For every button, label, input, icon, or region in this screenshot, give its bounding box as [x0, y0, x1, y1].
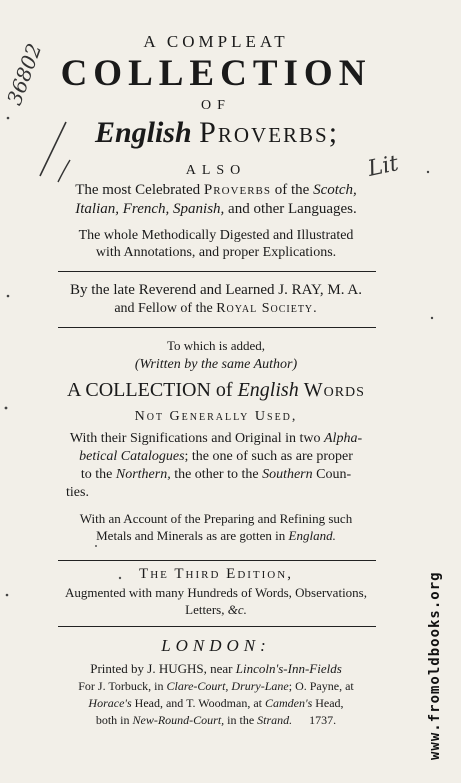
subtitle-line-2: [0, 201, 432, 218]
text-letters: Letters,: [185, 602, 225, 617]
author-line: By the late Reverend and Learned J. RAY, M. A.: [69, 282, 363, 298]
body-line-1: [0, 431, 432, 447]
text-in-the: in the: [227, 713, 255, 727]
augmented-line: Augmented with many Hundreds of Words, Observations,: [64, 585, 367, 600]
text-southern: Southern: [262, 467, 313, 482]
text-head: Head,: [315, 696, 344, 710]
text-betical-catalogues: betical Catalogues: [79, 449, 185, 464]
text-words: Words: [303, 379, 365, 401]
same-author-line: (Written by the same Author): [134, 357, 298, 372]
rule-3: [58, 560, 376, 561]
body-line-2: [0, 449, 432, 465]
body-line-3: [0, 467, 432, 483]
text-other-languages: and other Languages.: [228, 201, 357, 217]
account-line-2: [0, 528, 432, 544]
text-of-the: of the: [274, 182, 310, 198]
imprint-line-1: [0, 661, 432, 677]
collection-words-line: [0, 379, 432, 402]
rule-4: [58, 626, 376, 627]
added-line: To which is added,: [166, 338, 265, 353]
text-proverbs: Proverbs: [203, 182, 271, 198]
word-proverbs: Proverbs: [199, 116, 329, 149]
imprint-line-2: [0, 679, 432, 694]
text-to-the: to the: [80, 467, 113, 482]
title-line-also: ALSO: [185, 163, 247, 178]
text-both-in: both in: [95, 713, 130, 727]
text-most-celebrated: The most Celebrated: [75, 182, 201, 198]
title-line-collection: COLLECTION: [60, 53, 372, 94]
subtitle-line-4: with Annotations, and proper Explications.: [95, 245, 337, 260]
imprint-line-4: [0, 713, 432, 728]
text-english: English: [237, 379, 299, 401]
title-line-of: OF: [201, 98, 231, 113]
text-etc: &c.: [227, 602, 247, 617]
text-printed-by: Printed by J. HUGHS, near: [90, 661, 233, 676]
text-languages-italic: Italian, French, Spanish,: [75, 201, 225, 217]
body-line-4: ties.: [66, 485, 89, 500]
subtitle-line-3: The whole Methodically Digested and Illustrated: [78, 228, 354, 243]
text-other-to-the: the other to the: [174, 467, 259, 482]
text-for-torbuck: For J. Torbuck, in: [78, 679, 164, 693]
handwritten-number: 36802: [2, 40, 47, 109]
rule-2: [58, 327, 376, 328]
london-line: LONDON:: [161, 636, 271, 655]
word-english: English: [94, 116, 192, 149]
text-clare-court: Clare-Court, Drury-Lane: [166, 679, 289, 693]
not-generally-used-line: Not Generally Used,: [134, 409, 298, 424]
text-head-woodman: Head, and T. Woodman, at: [134, 696, 262, 710]
text-proper: ; the one of such as are proper: [184, 449, 353, 464]
text-strand: Strand.: [257, 713, 293, 727]
watermark-url: www.fromoldbooks.org: [427, 571, 443, 760]
handwritten-lit: Lit: [365, 151, 401, 182]
edition-line: The Third Edition,: [139, 566, 293, 582]
letters-line: [0, 602, 432, 618]
semicolon: ;: [328, 116, 338, 149]
text-payne: ; O. Payne, at: [288, 679, 354, 693]
account-line-1: With an Account of the Preparing and Refining such: [79, 511, 353, 526]
text-northern: Northern,: [115, 467, 171, 482]
rule-1: [58, 271, 376, 272]
text-camdens: Camden's: [265, 696, 313, 710]
text-horaces: Horace's: [88, 696, 132, 710]
subtitle-line-1: [0, 182, 432, 199]
text-lincolns-inn: Lincoln's-Inn-Fields: [235, 661, 342, 676]
text-england: England.: [288, 528, 336, 543]
text-fellow: and Fellow of the: [114, 301, 213, 316]
text-coun: Coun-: [316, 467, 352, 482]
text-significations: With their Significations and Original in two: [69, 431, 321, 446]
text-alpha: Alpha-: [324, 431, 363, 446]
text-new-round-court: New-Round-Court,: [132, 713, 225, 727]
text-metals: Metals and Minerals as are gotten in: [96, 528, 286, 543]
title-line-english-proverbs: [0, 116, 432, 150]
text-scotch: Scotch,: [313, 182, 357, 198]
text-year: 1737.: [309, 713, 337, 727]
text-a-collection: A COLLECTION of: [67, 379, 233, 401]
text-royal-society: Royal Society.: [216, 301, 318, 316]
title-line-a-compleat: A COMPLEAT: [143, 32, 289, 51]
imprint-line-3: [0, 696, 432, 711]
fellow-line: [0, 301, 432, 317]
